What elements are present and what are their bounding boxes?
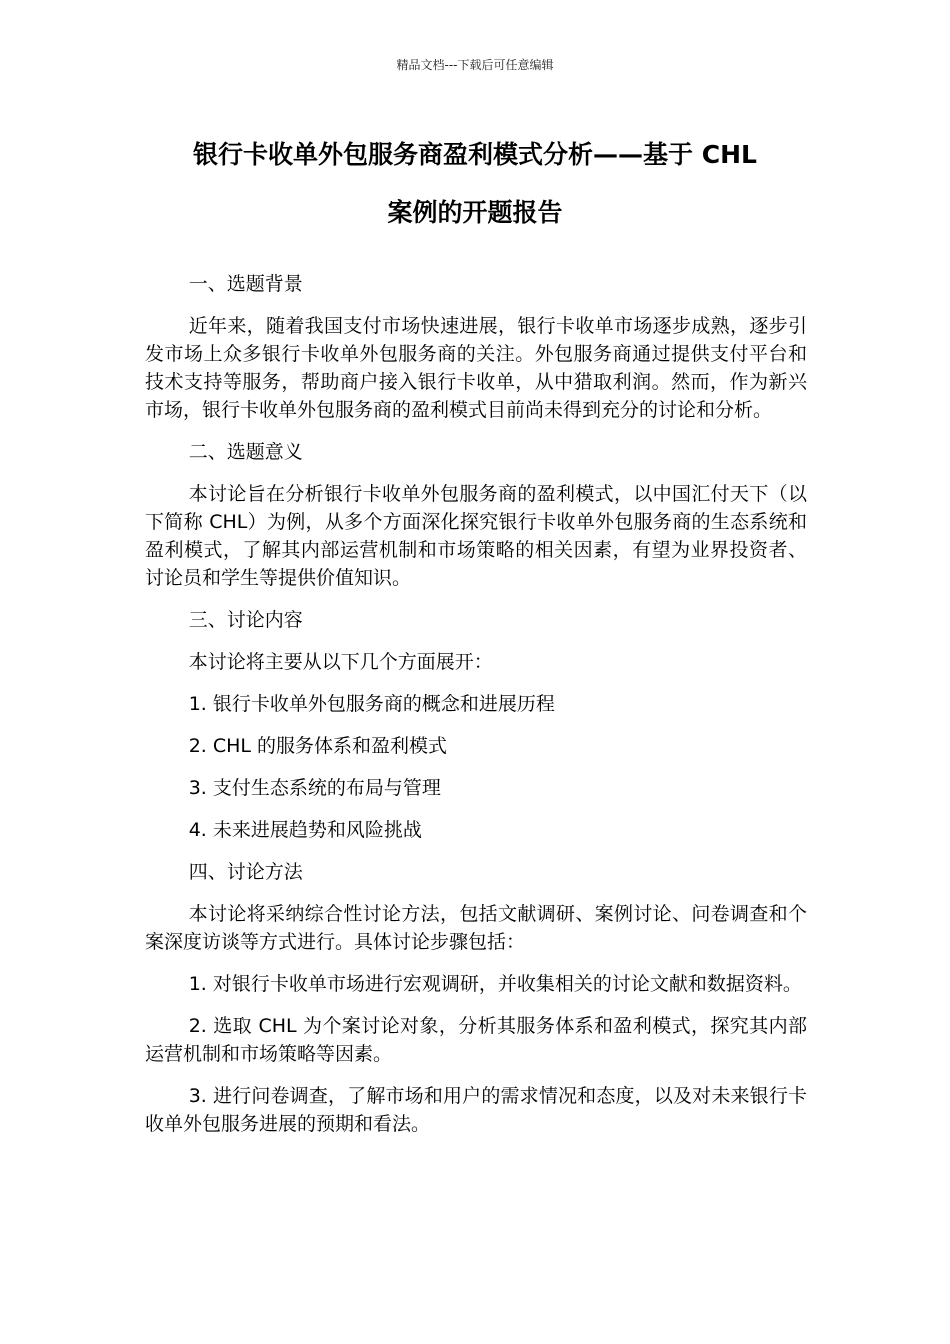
section-heading: 一、选题背景	[188, 273, 303, 295]
section-heading: 三、讨论内容	[188, 609, 303, 631]
page-title-line-1: 银行卡收单外包服务商盈利模式分析——基于 CHL	[193, 140, 757, 169]
paragraph: 本讨论将采纳综合性讨论方法，包括文献调研、案例讨论、问卷调查和个案深度访谈等方式进行。具体讨论步骤包括：	[145, 903, 807, 953]
document-body	[145, 270, 807, 1152]
paragraph: 近年来，随着我国支付市场快速进展，银行卡收单市场逐步成熟，逐步引发市场上众多银行卡收单外包服务商的关注。外包服务商通过提供支付平台和技术支持等服务，帮助商户接入银行卡收单，从中猎取利润。然而，作为新兴市场，银行卡收单外包服务商的盈利模式目前尚未得到充分的讨论和分析。	[145, 315, 807, 421]
section-heading: 二、选题意义	[188, 441, 303, 463]
header-note: 精品文档---下载后可任意编辑	[396, 58, 554, 72]
paragraph: 本讨论旨在分析银行卡收单外包服务商的盈利模式，以中国汇付天下（以下简称 CHL）为例，从多个方面深化探究银行卡收单外包服务商的生态系统和盈利模式，了解其内部运营机制和市场策略的相关因素，有望为业界投资者、讨论员和学生等提供价值知识。	[145, 483, 807, 589]
paragraph: 本讨论将主要从以下几个方面展开：	[188, 651, 493, 673]
list-item: 2. CHL 的服务体系和盈利模式	[188, 735, 448, 757]
list-item: 4. 未来进展趋势和风险挑战	[188, 819, 422, 841]
list-item: 1. 银行卡收单外包服务商的概念和进展历程	[188, 693, 555, 715]
page-title-line-2: 案例的开题报告	[387, 198, 563, 227]
list-item: 3. 支付生态系统的布局与管理	[188, 777, 441, 799]
list-item: 2. 选取 CHL 为个案讨论对象，分析其服务体系和盈利模式，探究其内部运营机制和市场策略等因素。	[145, 1015, 807, 1065]
section-heading: 四、讨论方法	[188, 861, 303, 883]
list-item: 3. 进行问卷调查，了解市场和用户的需求情况和态度，以及对未来银行卡收单外包服务进展的预期和看法。	[145, 1085, 807, 1135]
list-item: 1. 对银行卡收单市场进行宏观调研，并收集相关的讨论文献和数据资料。	[188, 973, 802, 995]
